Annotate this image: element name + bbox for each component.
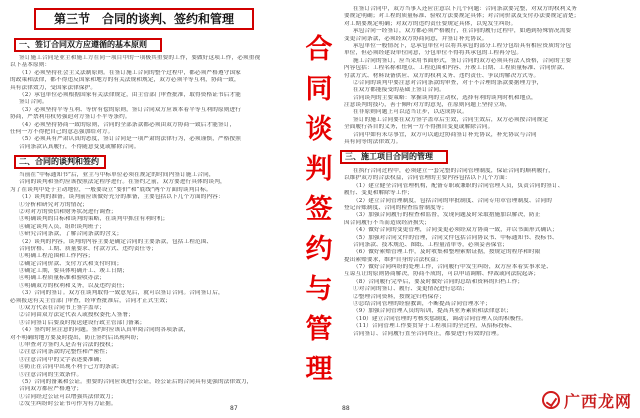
- text-line: ②确定合同价款、支付方式和支付时间；: [19, 260, 123, 267]
- text-line: 要规定明确；对工程的质量标准、验收方法要规定具体；对合同价款及支付办法要规定清楚；: [344, 13, 580, 20]
- text-line: ③总结合同管理的经验教训，不断提高合同管理水平；: [353, 301, 491, 308]
- text-line: ②合同的谈判中要注意对合同条款的审查，对于不合理的条款要据理力争，: [353, 79, 543, 86]
- section-heading-3: 三、施工项目合同的管理: [340, 150, 448, 164]
- text-line: （5）合同的备案和公证。重要的合同应该进行公证，经公证后的合同具有更强的法律效力，: [19, 378, 253, 385]
- text-line: 登记台账制度、合同的检查监督制度等；: [344, 204, 448, 211]
- text-line: （8）合同履行完毕后，要及时做好合同的总结和资料的归档工作；: [353, 278, 524, 285]
- text-line: （1）建立健全合同管理机构，配备专职或兼职的合同管理人员，负责合同的签订、: [353, 182, 564, 189]
- text-line: （4）签约时应注意的问题。签约时应该认真审阅合同的各项条款，: [19, 327, 190, 334]
- text-line: （2）承包单位必须根据国家有关法律规定，由主管部门审查批准，取得资格证书后才能: [19, 91, 241, 98]
- text-line: 全面履行各自的义务，任何一方不得擅自变更或解除合同。: [344, 124, 494, 131]
- vertical-title-char: 合: [305, 34, 333, 65]
- text-line: 合同中如有未尽事宜，双方可以通过协商签订补充协议，补充协议与合同: [353, 131, 537, 138]
- text-line: 合同双方都应严格遵守；: [19, 386, 83, 393]
- text-line: 履行、变更和解除等工作；: [344, 190, 413, 197]
- page-number-right: 88: [342, 405, 350, 412]
- text-line: ②合同由双方法定代表人或授权委托人签署；: [19, 312, 134, 319]
- text-line: （5）必须具有严肃认真的态度，签订合同是一项严肃的法律行为，必须谨慎，严格按照: [19, 136, 241, 143]
- text-line: ①双方代表在合同书上签字盖章；: [19, 305, 106, 312]
- text-line: 合同签订、合同履行直至合同终止，都要进行有效的管理。: [353, 330, 503, 337]
- text-line: 合同条款、技术规范、图纸、工程量清单等，必须妥善保管；: [353, 241, 509, 248]
- vertical-title-char: 判: [305, 154, 333, 185]
- text-line: 因合同履行不当而造成经济损失；: [344, 219, 431, 226]
- left-text-block-1: [10, 55, 290, 151]
- text-line: （10）建立合同管理的考核奖惩制度，调动合同管理人员的积极性。: [353, 315, 527, 322]
- text-line: ③明确谈判的目标和谈判的策略，在谈判中抓住有利时机；: [19, 216, 169, 223]
- text-line: （6）做好索赔管理工作，及时收集和整理索赔证据，按规定的程序和时限: [353, 249, 541, 256]
- vertical-title: [304, 30, 334, 390]
- text-line: ①对合同的签订、履行、变更情况进行总结；: [353, 286, 468, 293]
- text-line: 在双方都能接受的基础上签订合同。: [353, 87, 445, 94]
- text-line: 合同谈判的主要策略：掌握谈判的主动权，选择有利的谈判时机和地点，: [353, 94, 537, 101]
- right-text-block-1: [344, 6, 634, 146]
- text-line: 为了在谈判中处于主动地位，一般要设立“要价”和“底线”两个方面的谈判目标。: [10, 186, 212, 193]
- text-line: ①明确工程范围和工作内容；: [19, 253, 94, 260]
- vertical-title-char: 签: [305, 194, 333, 225]
- text-line: 合同条款认真履行，不得随意变更或解除合同。: [19, 143, 140, 150]
- text-line: 以维护双方的合法权益，合同管理的主要内容包括以下几个方面：: [344, 175, 511, 182]
- text-line: （11）合同管理工作要贯穿于工程项目的全过程，从招标投标、: [353, 323, 516, 330]
- text-line: （2）谈判的内容。谈判的内容主要是确定合同的主要条款，包括工程范围、: [19, 238, 213, 245]
- text-line: ①审查对方签约人是否有合法的授权；: [19, 341, 117, 348]
- page-number-left: 87: [230, 405, 238, 412]
- chapter-title: 第三节 合同的谈判、签约和管理: [34, 8, 254, 30]
- text-line: ⑤研究合同条款，了解合同条款的含义；: [19, 231, 123, 238]
- left-page: [0, 0, 301, 418]
- text-line: 承包单位一般情况下，总承包单位可以将其承包的部分工程分包给具有相应资质的分包: [353, 42, 572, 49]
- text-line: 互谅互让的原则协商解决，协商不成的，可以申请调解、仲裁或向法院起诉；: [344, 271, 540, 278]
- text-line: ①合同经过公证可以增强其法律效力；: [19, 393, 117, 400]
- text-line: （3）加强合同履行的检查和监督，发现问题及时采取措施加以解决，防止: [353, 212, 541, 219]
- left-text-block-2: [10, 172, 290, 409]
- text-line: 签订的施工合同要在双方签字盖章后生效，合同生效后，双方必须按合同规定: [353, 116, 549, 123]
- text-line: （1）必须坚持社会主义法制原则。在签订施工合同的整个过程中，都必须严格遵守国家: [19, 69, 241, 76]
- vertical-title-char: 理: [305, 354, 333, 385]
- text-line: 对不明确的地方要及时提出，防止签约后出现纠纷；: [10, 334, 143, 341]
- text-line: 的政策和法律，都不得违反国家和地方的有关法规和规定，双方必须平等互利，协商一致，: [10, 77, 240, 84]
- text-line: 在非原则问题上可以适当让步，以达成协议。: [353, 109, 468, 116]
- text-line: 在签订合同中，双方当事人还应注意以下几个问题：合同条款要完整，对双方的权利义务: [353, 6, 578, 12]
- text-line: 付款方式、材料设备供应、双方的权利义务、违约责任、争议的解决方式等。: [344, 72, 540, 79]
- text-line: 合同的谈判和签约应该按照法定程序进行。在签约之前，双方要进行具体的谈判，: [19, 179, 226, 186]
- text-line: ②注意合同条款的完整性和严密性；: [19, 349, 111, 356]
- text-line: ④防止在合同中出现不利于己方的条款；: [19, 364, 123, 371]
- text-line: （7）做好合同纠纷的处理工作，合同履行中发生纠纷，双方应本着实事求是、: [353, 264, 552, 271]
- text-line: 单位，但必须经建设单位同意，分包单位不得将其承包的工程再分包。: [344, 50, 523, 57]
- text-line: 在执行合同过程中，必须建立一套完整的合同管理制度，保证合同的顺利履行，: [353, 168, 555, 174]
- vertical-title-char: 管: [305, 314, 333, 345]
- text-line: 具有法律效力，受国家法律保护。: [10, 84, 97, 91]
- section-heading-2: 二、合同的谈判和签约: [14, 155, 106, 169]
- text-line: 合同价格、工期、质量要求、付款方式、违约责任等；: [19, 245, 157, 252]
- text-line: 内容包括：工程名称和地点、工程范围和内容、开竣工日期、工程质量标准、合同价款、: [344, 65, 569, 72]
- text-line: ③确定工期，要具体明确开工、竣工日期；: [19, 268, 129, 275]
- text-line: 提出索赔要求，维护自身的合法权益；: [344, 256, 442, 263]
- right-text-block-2: [344, 168, 634, 338]
- vertical-title-char: 同: [305, 74, 333, 105]
- right-page: [336, 0, 640, 418]
- watermark-logo-icon: [542, 391, 560, 409]
- section-heading-1: 一、签订合同双方应遵循的基本原则: [14, 38, 162, 52]
- text-line: ②发生纠纷时公证书可作为有力证据。: [19, 401, 117, 408]
- text-line: （5）加强对合同文件的管理，合同文件包括合同协议书、中标通知书、投标书、: [353, 234, 558, 241]
- text-line: ④明确工程质量标准和验收办法；: [19, 275, 106, 282]
- text-line: ②整理合同资料，按规定归档保存；: [353, 293, 445, 300]
- vertical-title-char: 与: [305, 274, 333, 305]
- text-line: 以下基本原则：: [10, 62, 51, 69]
- text-line: 签订合同。: [19, 99, 48, 106]
- text-line: 任何一方不得把自己的意志强加给对方。: [10, 128, 114, 135]
- text-line: 签订施工合同是业主和施工方在同一项目中的一项极其重要的工作，要做好这项工作，必须重视: [19, 55, 261, 61]
- text-line: 变更合同条款，必须经双方协商同意，并签订补充协议。: [344, 35, 488, 42]
- text-line: （3）合同的签订。双方在谈判取得一致意见后，就可以签订合同。合同签订后，: [19, 290, 224, 297]
- text-line: 必须报送有关主管部门审查，经审查批准后，合同才正式生效；: [10, 297, 171, 304]
- vertical-title-char: 约: [305, 234, 333, 265]
- text-line: 协商，严禁利用权势强迫对方签订不平等条约。: [10, 114, 131, 121]
- text-line: ④确定谈判人员，组织谈判班子；: [19, 223, 106, 230]
- watermark: [542, 388, 632, 412]
- text-line: 施工合同的签订，应当采用书面形式，签订合同的双方必须具有法人资格，合同的主要: [353, 57, 572, 64]
- text-line: ⑤明确双方的权利和义务，以及违约责任；: [19, 282, 129, 289]
- vertical-title-char: 谈: [305, 114, 333, 145]
- text-line: （1）谈判的准备。谈判前应该做好充分的准备，主要包括以下几个方面的内容：: [19, 194, 224, 201]
- text-line: ③注意合同中的文字表述要准确；: [19, 356, 106, 363]
- text-line: ①分析和研究对方的情况；: [19, 201, 88, 208]
- text-line: ②对对方的资信和财务状况进行调查；: [19, 208, 117, 215]
- text-line: ③合同签订后要及时报送建设行政主管部门备案；: [19, 319, 146, 326]
- text-line: ⑤注意合同的生效条件。: [19, 371, 83, 378]
- text-line: （2）建立合同管理制度，包括合同的审批制度、合同专用章管理制度、合同的: [353, 197, 552, 204]
- text-line: 对工期要规定明确；对双方的违约责任要规定具体，以免发生纠纷。: [344, 20, 517, 27]
- text-line: 承包合同一经签订，双方都必须严格履行，在合同的履行过程中，如遇到特殊情况需要: [353, 28, 572, 35]
- text-line: （3）必须坚持平等互利、等价有偿的原则，签订合同双方应该本着平等互利的原则进行: [19, 106, 241, 113]
- text-line: 具有同等的法律效力。: [344, 139, 402, 146]
- text-line: 当前在“中标通知书”后，业主与中标单位必须在规定的时间内签订施工合同，: [19, 172, 215, 178]
- text-line: （9）加强合同管理人员的培训，提高其业务素质和法律意识；: [353, 308, 512, 315]
- text-line: （4）必须坚持协商一致的原则，合同的全部条款都必须由双方协商一致后才能签订，: [19, 121, 236, 128]
- text-line: （4）做好合同的变更管理，合同变更必须经双方协商一致，并以书面形式确认；: [353, 227, 558, 234]
- text-line: 注意谈判的技巧，善于倾听对方的意见，在原则问题上坚持立场，: [344, 102, 511, 109]
- watermark-text: 广西龙网: [563, 391, 632, 411]
